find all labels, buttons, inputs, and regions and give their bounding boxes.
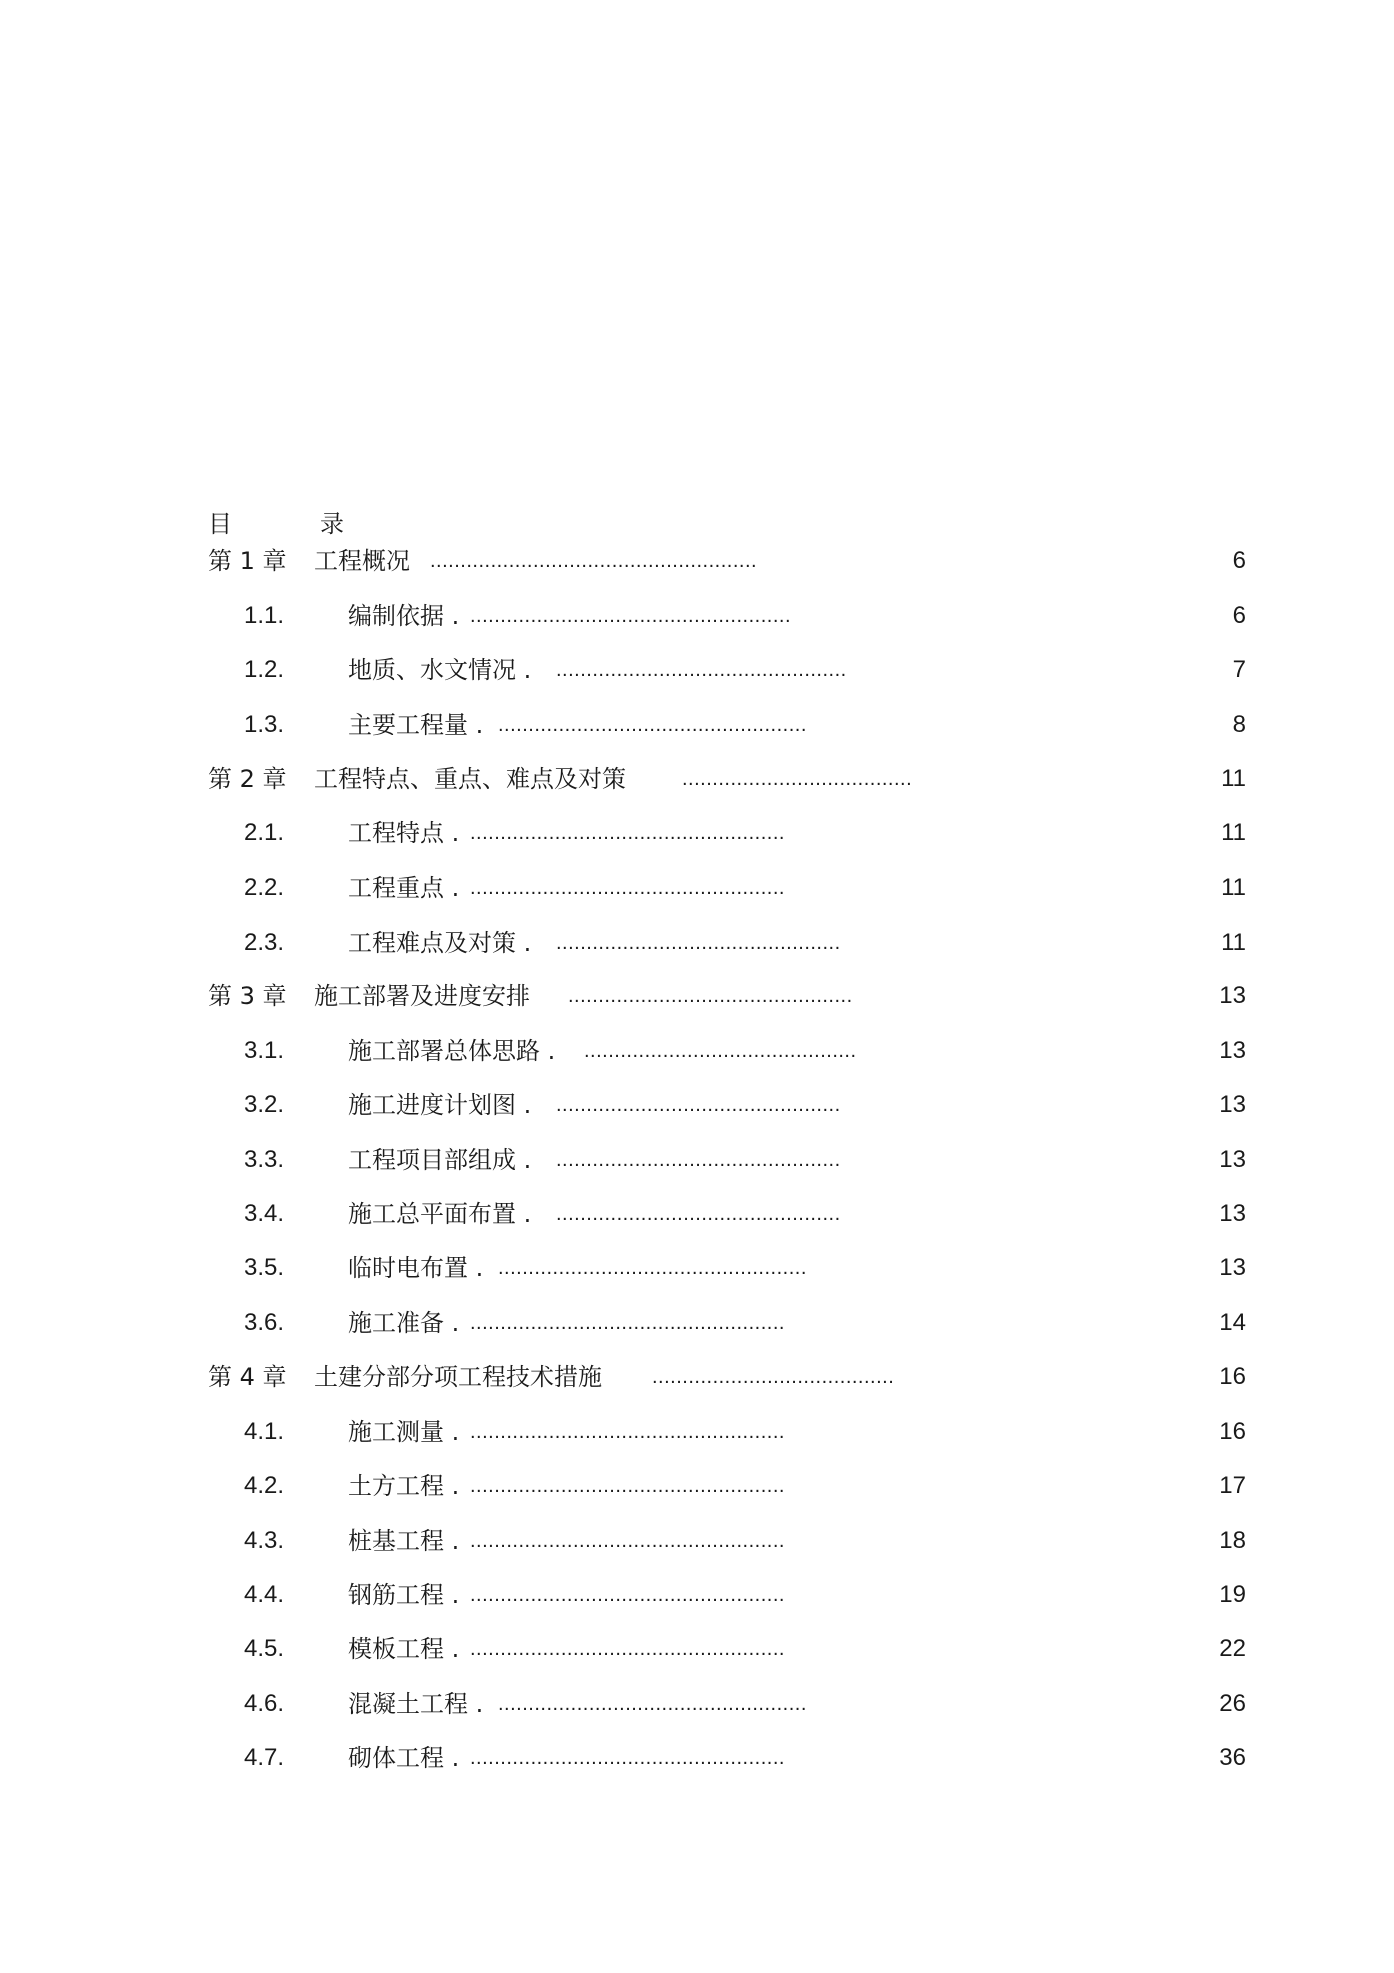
toc-chapter-row: [0, 543, 1394, 579]
toc-dot-leader: ....................................................: [470, 1584, 785, 1606]
toc-page-number: 13: [1219, 982, 1246, 1009]
toc-dot-leader: ...................................................: [498, 714, 807, 736]
toc-dot-leader: ....................................................: [470, 822, 785, 844]
toc-page-number: 6: [1232, 547, 1246, 574]
toc-section-row: [0, 1142, 1394, 1178]
toc-page-number: 36: [1219, 1744, 1246, 1771]
toc-dot-leader: ....................................................: [470, 1530, 785, 1552]
toc-page-number: 6: [1232, 602, 1246, 629]
toc-section-row: [0, 1250, 1394, 1286]
toc-page-number: 13: [1219, 1254, 1246, 1281]
toc-chapter-number: 第 3 章: [208, 982, 287, 1010]
toc-section-row: [0, 1305, 1394, 1341]
toc-section-title: 施工测量 .: [348, 1418, 460, 1446]
toc-section-number: 4.1.: [244, 1418, 285, 1445]
toc-dot-leader: ....................................................: [470, 1638, 785, 1660]
toc-dot-leader: ................................................: [556, 659, 847, 681]
toc-chapter-number: 第 1 章: [208, 547, 287, 575]
toc-chapter-title: 土建分部分项工程技术措施: [314, 1363, 602, 1391]
toc-section-row: [0, 815, 1394, 851]
toc-section-number: 2.2.: [244, 874, 285, 901]
toc-section-row: [0, 652, 1394, 688]
toc-section-row: [0, 1414, 1394, 1450]
toc-page-number: 11: [1221, 874, 1246, 901]
toc-dot-leader: ......................................................: [430, 550, 758, 572]
toc-section-row: [0, 1468, 1394, 1504]
toc-section-title: 工程特点 .: [348, 819, 460, 847]
toc-page-number: 19: [1219, 1581, 1246, 1608]
toc-page-number: 26: [1219, 1690, 1246, 1717]
toc-chapter-title: 工程概况: [314, 547, 410, 575]
toc-section-row: [0, 1196, 1394, 1232]
toc-section-number: 4.7.: [244, 1744, 285, 1771]
toc-section-number: 3.1.: [244, 1037, 285, 1064]
toc-heading-char: 目: [208, 510, 232, 538]
toc-section-row: [0, 598, 1394, 634]
toc-chapter-title: 工程特点、重点、难点及对策: [314, 765, 626, 793]
toc-chapter-row: [0, 978, 1394, 1014]
toc-section-number: 3.6.: [244, 1309, 285, 1336]
toc-section-row: [0, 925, 1394, 961]
toc-dot-leader: ...............................................: [556, 1094, 841, 1116]
toc-section-title: 编制依据 .: [348, 602, 460, 630]
toc-page-number: 17: [1219, 1472, 1246, 1499]
toc-section-row: [0, 1740, 1394, 1776]
toc-section-row: [0, 1577, 1394, 1613]
toc-dot-leader: .............................................: [584, 1040, 857, 1062]
toc-section-number: 4.4.: [244, 1581, 285, 1608]
toc-section-title: 工程重点 .: [348, 874, 460, 902]
toc-section-number: 4.3.: [244, 1527, 285, 1554]
toc-section-number: 2.3.: [244, 929, 285, 956]
toc-section-row: [0, 1087, 1394, 1123]
toc-page-number: 11: [1221, 765, 1246, 792]
toc-section-title: 模板工程 .: [348, 1635, 460, 1663]
toc-dot-leader: ....................................................: [470, 1421, 785, 1443]
toc-chapter-number: 第 4 章: [208, 1363, 287, 1391]
toc-page-number: 14: [1219, 1309, 1246, 1336]
toc-section-row: [0, 870, 1394, 906]
toc-section-title: 工程难点及对策 .: [348, 929, 532, 957]
toc-section-title: 施工总平面布置 .: [348, 1200, 532, 1228]
toc-page-number: 18: [1219, 1527, 1246, 1554]
toc-section-number: 3.4.: [244, 1200, 285, 1227]
toc-page-number: 22: [1219, 1635, 1246, 1662]
toc-section-row: [0, 1033, 1394, 1069]
toc-section-number: 1.1.: [244, 602, 285, 629]
toc-dot-leader: ........................................: [652, 1366, 895, 1388]
toc-dot-leader: ....................................................: [470, 1312, 785, 1334]
toc-section-row: [0, 707, 1394, 743]
toc-chapter-number: 第 2 章: [208, 765, 287, 793]
toc-dot-leader: ...............................................: [556, 1149, 841, 1171]
toc-section-number: 4.2.: [244, 1472, 285, 1499]
toc-dot-leader: ...................................................: [498, 1257, 807, 1279]
toc-section-title: 混凝土工程 .: [348, 1690, 484, 1718]
toc-section-title: 工程项目部组成 .: [348, 1146, 532, 1174]
toc-section-number: 2.1.: [244, 819, 285, 846]
toc-page-number: 7: [1232, 656, 1246, 683]
toc-section-row: [0, 1686, 1394, 1722]
toc-section-title: 土方工程 .: [348, 1472, 460, 1500]
toc-page-number: 13: [1219, 1146, 1246, 1173]
toc-page-number: 11: [1221, 819, 1246, 846]
toc-dot-leader: ...............................................: [556, 1203, 841, 1225]
toc-section-row: [0, 1631, 1394, 1667]
toc-page-number: 8: [1232, 711, 1246, 738]
toc-section-number: 1.2.: [244, 656, 285, 683]
toc-section-number: 4.5.: [244, 1635, 285, 1662]
toc-chapter-row: [0, 761, 1394, 797]
toc-heading-char: 录: [320, 510, 344, 538]
toc-section-number: 1.3.: [244, 711, 285, 738]
toc-page-number: 13: [1219, 1037, 1246, 1064]
toc-section-title: 主要工程量 .: [348, 711, 484, 739]
toc-chapter-title: 施工部署及进度安排: [314, 982, 530, 1010]
toc-page-number: 13: [1219, 1200, 1246, 1227]
toc-dot-leader: .....................................................: [470, 605, 792, 627]
toc-heading: [208, 506, 344, 542]
toc-dot-leader: ...............................................: [556, 932, 841, 954]
toc-section-title: 砌体工程 .: [348, 1744, 460, 1772]
toc-section-title: 施工准备 .: [348, 1309, 460, 1337]
toc-section-title: 钢筋工程 .: [348, 1581, 460, 1609]
toc-page-number: 11: [1221, 929, 1246, 956]
toc-section-row: [0, 1523, 1394, 1559]
toc-page-number: 13: [1219, 1091, 1246, 1118]
toc-section-title: 桩基工程 .: [348, 1527, 460, 1555]
toc-section-title: 施工部署总体思路 .: [348, 1037, 556, 1065]
toc-section-title: 施工进度计划图 .: [348, 1091, 532, 1119]
toc-dot-leader: ...................................................: [498, 1693, 807, 1715]
toc-section-number: 3.5.: [244, 1254, 285, 1281]
toc-section-number: 3.3.: [244, 1146, 285, 1173]
toc-dot-leader: ...............................................: [568, 985, 853, 1007]
toc-chapter-row: [0, 1359, 1394, 1395]
toc-section-number: 4.6.: [244, 1690, 285, 1717]
toc-section-number: 3.2.: [244, 1091, 285, 1118]
toc-section-title: 临时电布置 .: [348, 1254, 484, 1282]
toc-section-title: 地质、水文情况 .: [348, 656, 532, 684]
toc-dot-leader: ....................................................: [470, 1747, 785, 1769]
toc-dot-leader: ....................................................: [470, 1475, 785, 1497]
toc-page-number: 16: [1219, 1363, 1246, 1390]
toc-page-number: 16: [1219, 1418, 1246, 1445]
toc-dot-leader: ....................................................: [470, 877, 785, 899]
toc-dot-leader: ......................................: [682, 768, 913, 790]
